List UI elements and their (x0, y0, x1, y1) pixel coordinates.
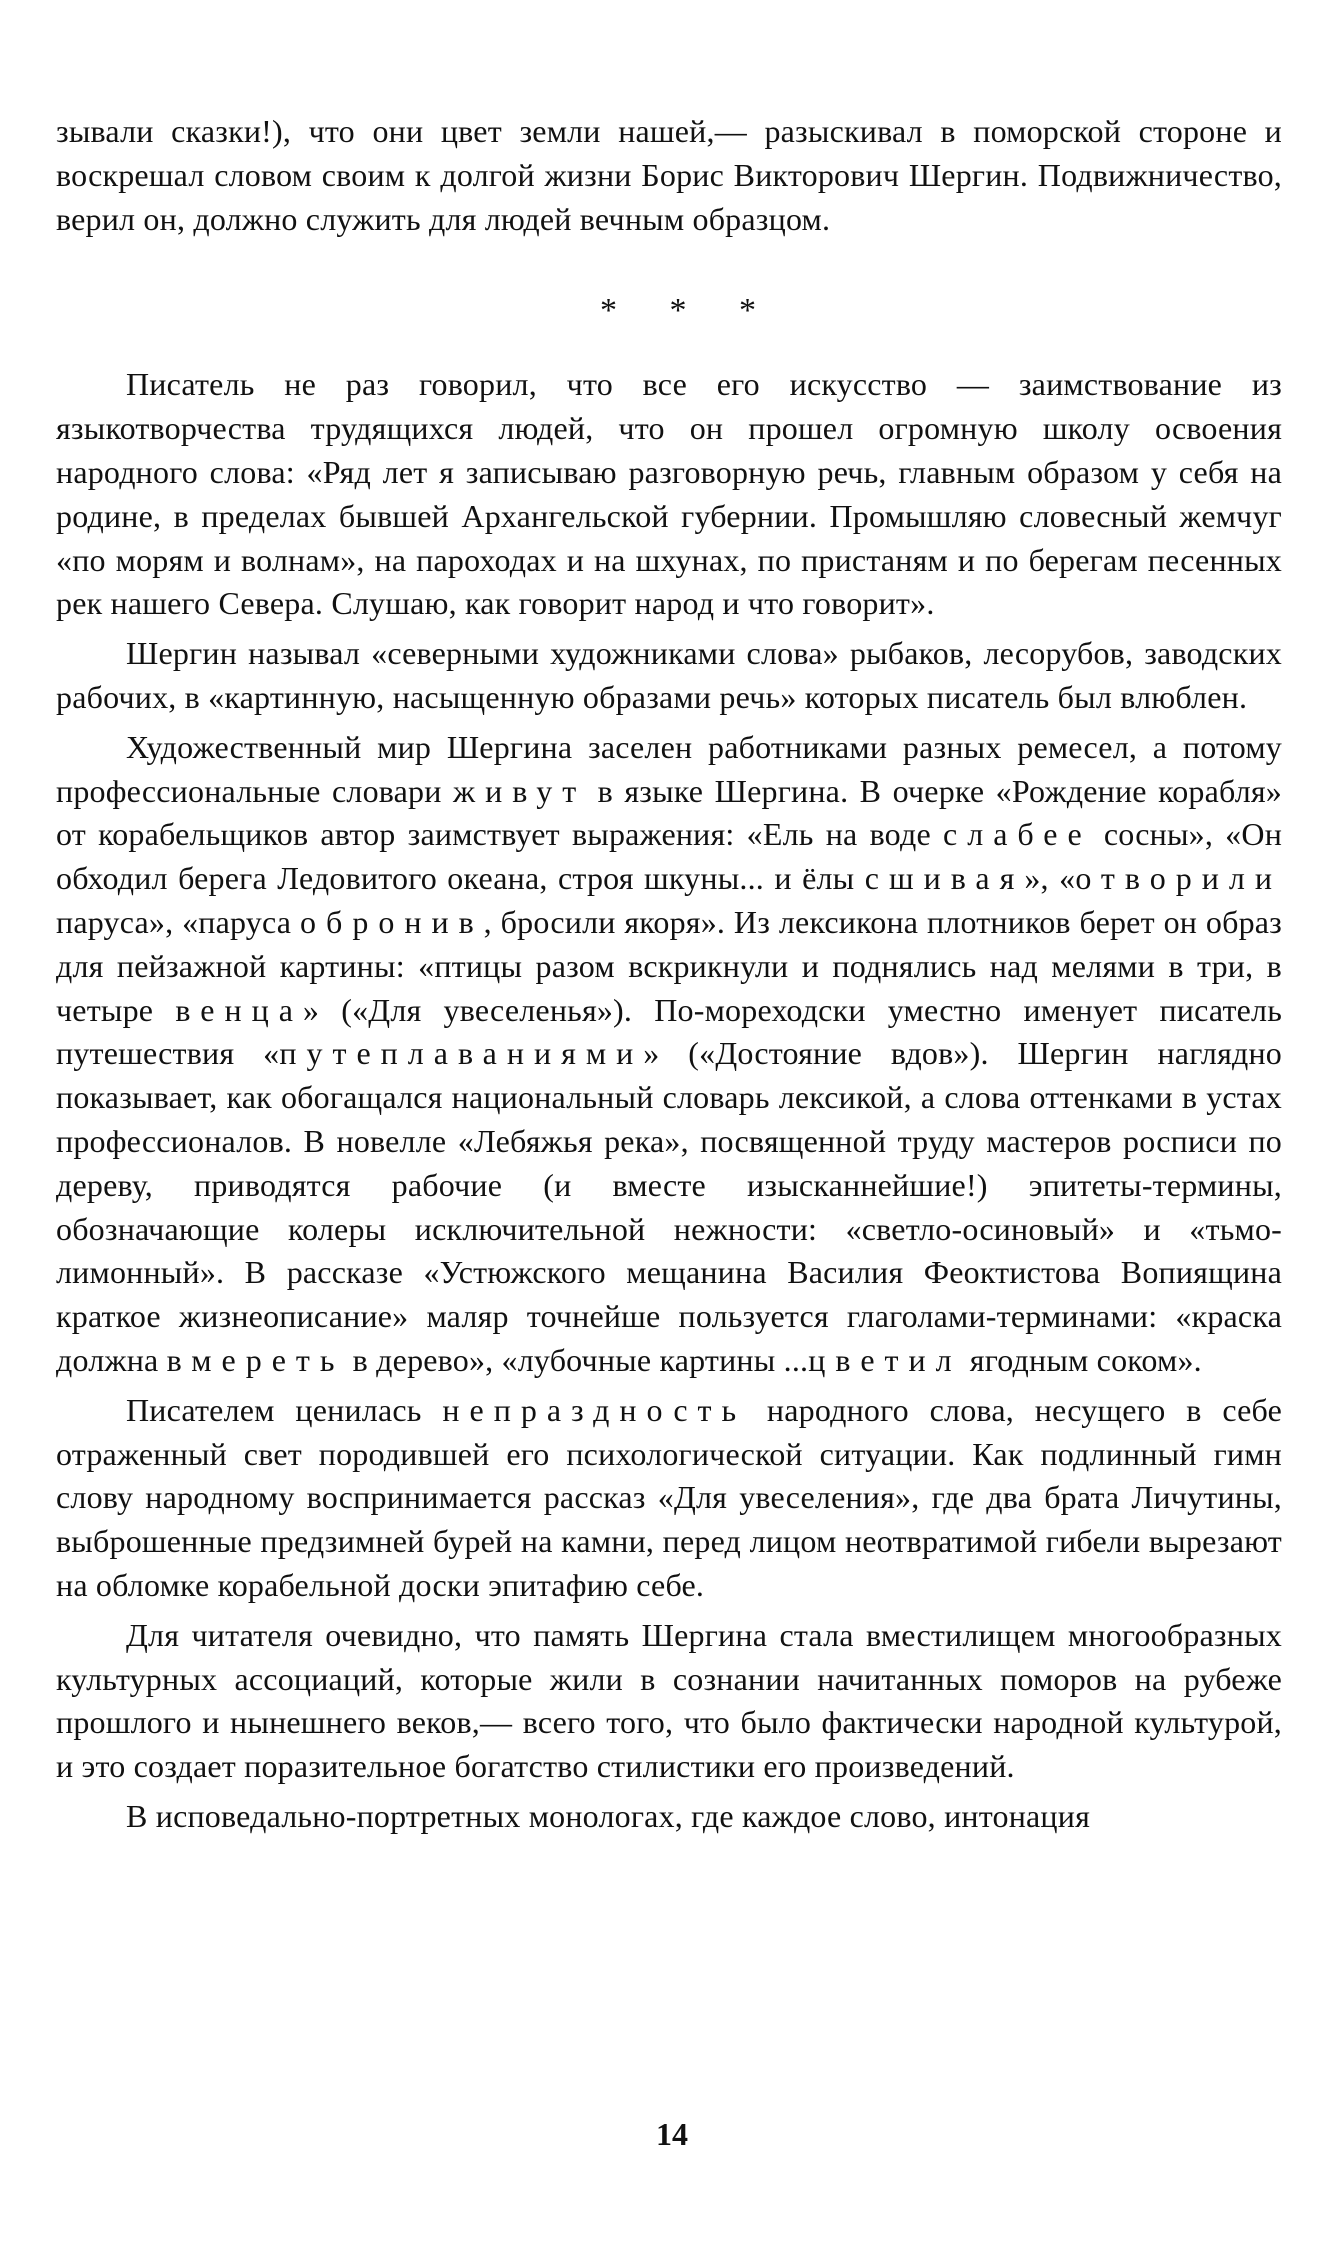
text-run: Художественный мир Шергина заселен работниками разных ремесел, а потому профессиональные словари (56, 728, 1282, 809)
paragraph-6: В исповедально-портретных монологах, где каждое слово, интонация (126, 1797, 1090, 1834)
spaced-emphasis: слабее (943, 816, 1092, 853)
text-run: », « (1024, 860, 1076, 897)
text-run: народного слова, несущего в себе отраженный свет породившей его психологической ситуации. Как подлинный гимн слову народному воспринимается рассказ «Для увеселения», где два брата Личутины, выброшенные предзимней бурей на камни, перед лицом неотвратимой гибели вырезают на обломке корабельной доски эпитафию себе. (56, 1391, 1282, 1603)
page-body (56, 110, 1282, 1839)
spaced-emphasis: обронив (300, 903, 484, 940)
spaced-emphasis: цветил (808, 1341, 962, 1378)
spaced-emphasis: живут (453, 772, 587, 809)
spaced-emphasis: вмереть (166, 1341, 345, 1378)
text-run: в языке Шергина. В очерке «Рождение корабля» от корабельщиков автор заимствует выражения: «Ель на воде (56, 772, 1283, 853)
spaced-emphasis: сшивая (864, 860, 1025, 897)
text-run: ягодным соком». (969, 1341, 1202, 1378)
section-separator: * * * (600, 292, 778, 330)
text-run: , бросили якоря». Из лексикона плотников берет он образ для пейзажной картины: «птицы разом вскрикнули и поднялись над мелями в три, в четыре (56, 903, 1283, 1028)
text-run: в дерево», «лубочные картины ... (352, 1341, 809, 1378)
page-number: 14 (656, 2116, 688, 2152)
text-run: сосны», «Он обходил берега Ледовитого океана, строя шкуны... и ёлы (56, 816, 1283, 897)
paragraph-4 (56, 1389, 1282, 1608)
text-run: » («Достояние вдов»). Шергин наглядно показывает, как обогащался национальный словарь лексикой, а слова оттенками в устах профессионалов. В новелле «Лебяжья река», посвященной труду мастеров росписи по дереву, приводятся рабочие (и вместе изысканнейшие!) эпитеты-термины, обозначающие колеры исключительной нежности: «светло-осиновый» и «тьмо-лимонный». В рассказе «Устюжского мещанина Василия Феоктистова Вопиящина краткое жизнеописание» маляр точнейше пользуется глаголами-терминами: «краска должна (56, 1035, 1282, 1378)
paragraph-3 (56, 726, 1282, 1383)
spaced-emphasis: отворили (1075, 860, 1282, 897)
spaced-emphasis: венца (175, 991, 303, 1028)
text-run: Писателем ценилась (126, 1391, 422, 1428)
intro-paragraph: зывали сказки!), что они цвет земли нашей,— разыскивал в поморской стороне и воскрешал словом своим к долгой жизни Борис Викторович Шергин. Подвижничество, верил он, должно служить для людей вечным образцом. (56, 113, 1282, 237)
text-run: » («Для увеселенья»). По-мореходски уместно именует писатель путешествия « (56, 991, 1283, 1072)
spaced-emphasis: путеплаваниями (279, 1035, 644, 1072)
text-run: паруса», «паруса (56, 903, 292, 940)
paragraph-2: Шергин называл «северными художниками слова» рыбаков, лесорубов, заводских рабочих, в «картинную, насыщенную образами речь» которых писатель был влюблен. (56, 635, 1282, 715)
paragraph-1: Писатель не раз говорил, что все его искусство — заимствование из языкотворчества трудящихся людей, что он прошел огромную школу освоения народного слова: «Ряд лет я записываю разговорную речь, главным образом у себя на родине, в пределах бывшей Архангельской губернии. Промышляю словесный жемчуг «по морям и волнам», на пароходах и на шхунах, по пристаням и по берегам песенных рек нашего Севера. Слушаю, как говорит народ и что говорит». (56, 366, 1282, 622)
spaced-emphasis: непраздность (442, 1391, 747, 1428)
paragraph-5: Для читателя очевидно, что память Шергина стала вместилищем многообразных культурных ассоциаций, которые жили в сознании начитанных поморов на рубеже прошлого и нынешнего веков,— всего того, что было фактически народной культурой, и это создает поразительное богатство стилистики его произведений. (56, 1616, 1282, 1785)
